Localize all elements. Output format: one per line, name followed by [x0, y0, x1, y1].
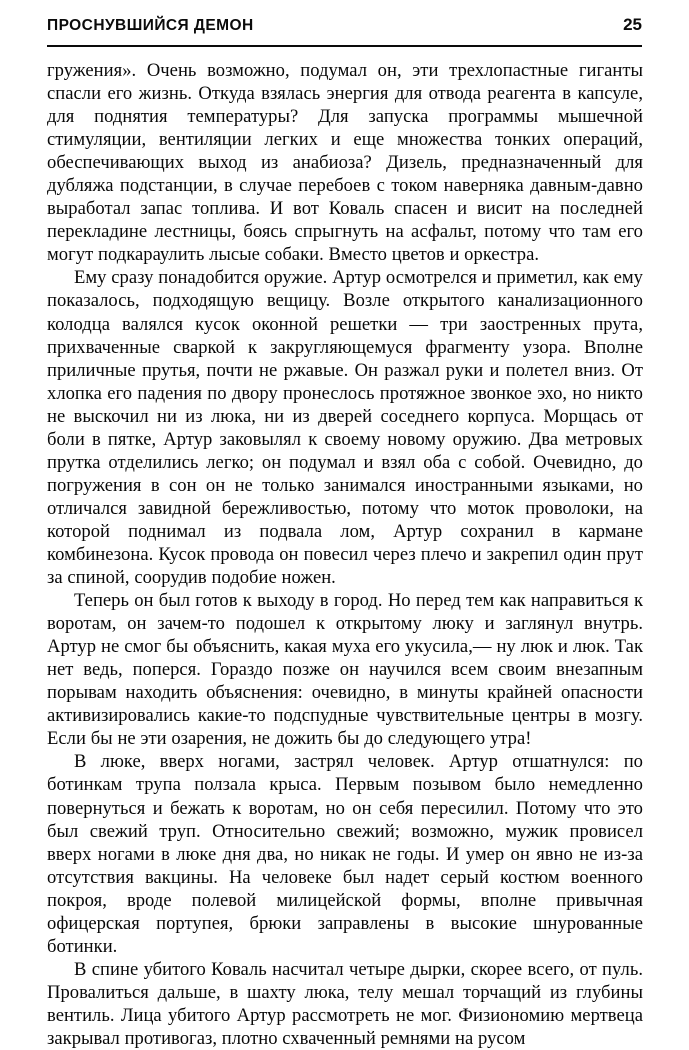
paragraph: Ему сразу понадобится оружие. Артур осмотрелся и приметил, как ему показалось, подходящую вещицу. Возле открытого канализационного колодца валялся кусок оконной решетки — три заостренных прута, прихваченные сваркой к закругляющемуся фрагменту узора. Вполне приличные прутья, почти не ржавые. Он разжал руки и полетел вниз. От хлопка его падения по двору пронеслось протяжное звонкое эхо, но никто не выскочил ни из люка, ни из дверей соседнего корпуса. Морщась от боли в пятке, Артур заковылял к своему новому оружию. Два метровых прутка отделились легко; он подумал и взял оба с собой. Очевидно, до погружения в сон он не только занимался иностранными языками, но отличался завидной бережливостью, потому что моток проволоки, на которой поднимал из подвала лом, Артур сохранил в кармане комбинезона. Кусок провода он повесил через плечо и закрепил один прут за спиной, соорудив подобие ножен. — [47, 267, 643, 589]
body-text-block — [47, 59, 643, 1050]
page-number: 25 — [623, 15, 642, 34]
paragraph: В люке, вверх ногами, застрял человек. Артур отшатнулся: по ботинкам трупа ползала крыса. Первым позывом было немедленно повернуться и бежать к воротам, но он себя пересилил. Потому что это был свежий труп. Относительно свежий; возможно, мужик провисел вверх ногами в люке дня два, но никак не годы. И умер он явно не из-за отсутствия вакцины. На человеке был надет серый костюм военного покроя, вроде полевой милицейской формы, вполне привычная офицерская портупея, брюки заправлены в высокие шнурованные ботинки. — [47, 751, 643, 957]
paragraph: В спине убитого Коваль насчитал четыре дырки, скорее всего, от пуль. Провалиться дальше, в шахту люка, телу мешал торчащий из глубины вентиль. Лица убитого Артур рассмотреть не мог. Физиономию мертвеца закрывал противогаз, плотно схваченный ремнями на русом — [47, 958, 643, 1049]
running-head — [47, 16, 642, 34]
running-head-title: ПРОСНУВШИЙСЯ ДЕМОН — [47, 17, 254, 34]
header-divider-rule — [47, 45, 642, 47]
paragraph: гружения». Очень возможно, подумал он, эти трехлопастные гиганты спасли его жизнь. Откуда взялась энергия для отвода реагента в капсуле, для поднятия температуры? Для запуска программы мышечной стимуляции, вентиляции легких и еще множества тонких операций, обеспечивающих выход из анабиоза? Дизель, предназначенный для дубляжа подстанции, в случае перебоев с током наверняка давным-давно выработал запас топлива. И вот Коваль спасен и висит на последней перекладине лестницы, боясь спрыгнуть на асфальт, потому что там его могут подкараулить лысые собаки. Вместо цветов и оркестра. — [47, 60, 643, 266]
paragraph: Теперь он был готов к выходу в город. Но перед тем как направиться к воротам, он зачем-то подошел к открытому люку и заглянул внутрь. Артур не смог бы объяснить, какая муха его укусила,— ну люк и люк. Так нет ведь, поперся. Гораздо позже он научился всем своим внезапным порывам находить объяснения: очевидно, в минуты крайней опасности активизировались какие-то подспудные чувствительные центры в мозгу. Если бы не эти озарения, не дожить бы до следующего утра! — [47, 590, 643, 750]
